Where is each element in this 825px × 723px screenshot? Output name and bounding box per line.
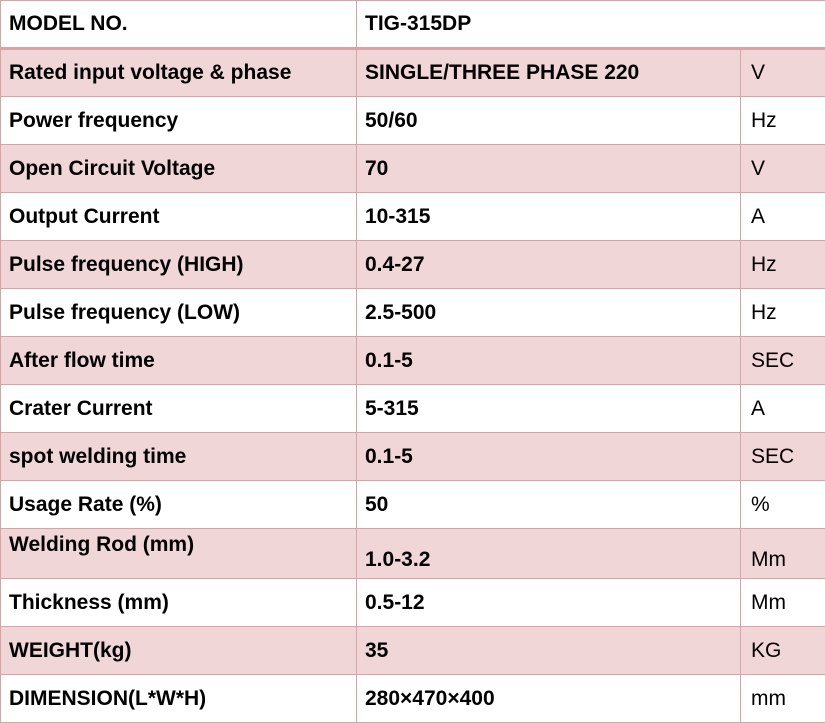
- spec-label: Crater Current: [1, 385, 357, 433]
- table-row: [1, 433, 825, 481]
- spec-value: 10-315: [357, 193, 741, 241]
- spec-unit: Mm: [741, 579, 825, 627]
- spec-unit: Hz: [741, 97, 825, 145]
- spec-value: 1.0-3.2: [357, 529, 741, 579]
- table-row: [1, 675, 825, 723]
- table-row: [1, 481, 825, 529]
- spec-unit: V: [741, 49, 825, 97]
- table-row: [1, 97, 825, 145]
- spec-value: 0.1-5: [357, 337, 741, 385]
- spec-label: Open Circuit Voltage: [1, 145, 357, 193]
- spec-label: Usage Rate (%): [1, 481, 357, 529]
- spec-value: 0.4-27: [357, 241, 741, 289]
- model-value: TIG-315DP: [357, 1, 825, 49]
- spec-unit: A: [741, 193, 825, 241]
- spec-label: Welding Rod (mm): [1, 529, 357, 579]
- spec-value: 50: [357, 481, 741, 529]
- spec-label: Pulse frequency (HIGH): [1, 241, 357, 289]
- table-row: [1, 385, 825, 433]
- spec-label: After flow time: [1, 337, 357, 385]
- spec-value: SINGLE/THREE PHASE 220: [357, 49, 741, 97]
- spec-unit: mm: [741, 675, 825, 723]
- spec-label: Output Current: [1, 193, 357, 241]
- model-label: MODEL NO.: [1, 1, 357, 49]
- spec-value: 280×470×400: [357, 675, 741, 723]
- table-row: [1, 241, 825, 289]
- spec-value: 0.1-5: [357, 433, 741, 481]
- spec-unit: Hz: [741, 289, 825, 337]
- table-row: [1, 337, 825, 385]
- spec-value: 5-315: [357, 385, 741, 433]
- table-row: [1, 193, 825, 241]
- spec-unit: Hz: [741, 241, 825, 289]
- table-row: [1, 145, 825, 193]
- spec-label: Rated input voltage & phase: [1, 49, 357, 97]
- table-row: [1, 289, 825, 337]
- spec-unit: SEC: [741, 337, 825, 385]
- spec-value: 50/60: [357, 97, 741, 145]
- spec-unit: Mm: [741, 529, 825, 579]
- spec-value: 35: [357, 627, 741, 675]
- spec-label: WEIGHT(kg): [1, 627, 357, 675]
- table-row: [1, 579, 825, 627]
- spec-label: spot welding time: [1, 433, 357, 481]
- spec-value: 70: [357, 145, 741, 193]
- spec-unit: KG: [741, 627, 825, 675]
- table-row: [1, 627, 825, 675]
- spec-unit: V: [741, 145, 825, 193]
- spec-label: DIMENSION(L*W*H): [1, 675, 357, 723]
- spec-value: 2.5-500: [357, 289, 741, 337]
- spec-unit: %: [741, 481, 825, 529]
- spec-label: Thickness (mm): [1, 579, 357, 627]
- spec-label: Power frequency: [1, 97, 357, 145]
- spec-unit: A: [741, 385, 825, 433]
- spec-unit: SEC: [741, 433, 825, 481]
- spec-value: 0.5-12: [357, 579, 741, 627]
- spec-label: Pulse frequency (LOW): [1, 289, 357, 337]
- table-row: [1, 49, 825, 97]
- table-row: [1, 529, 825, 579]
- table-header-row: [1, 1, 825, 49]
